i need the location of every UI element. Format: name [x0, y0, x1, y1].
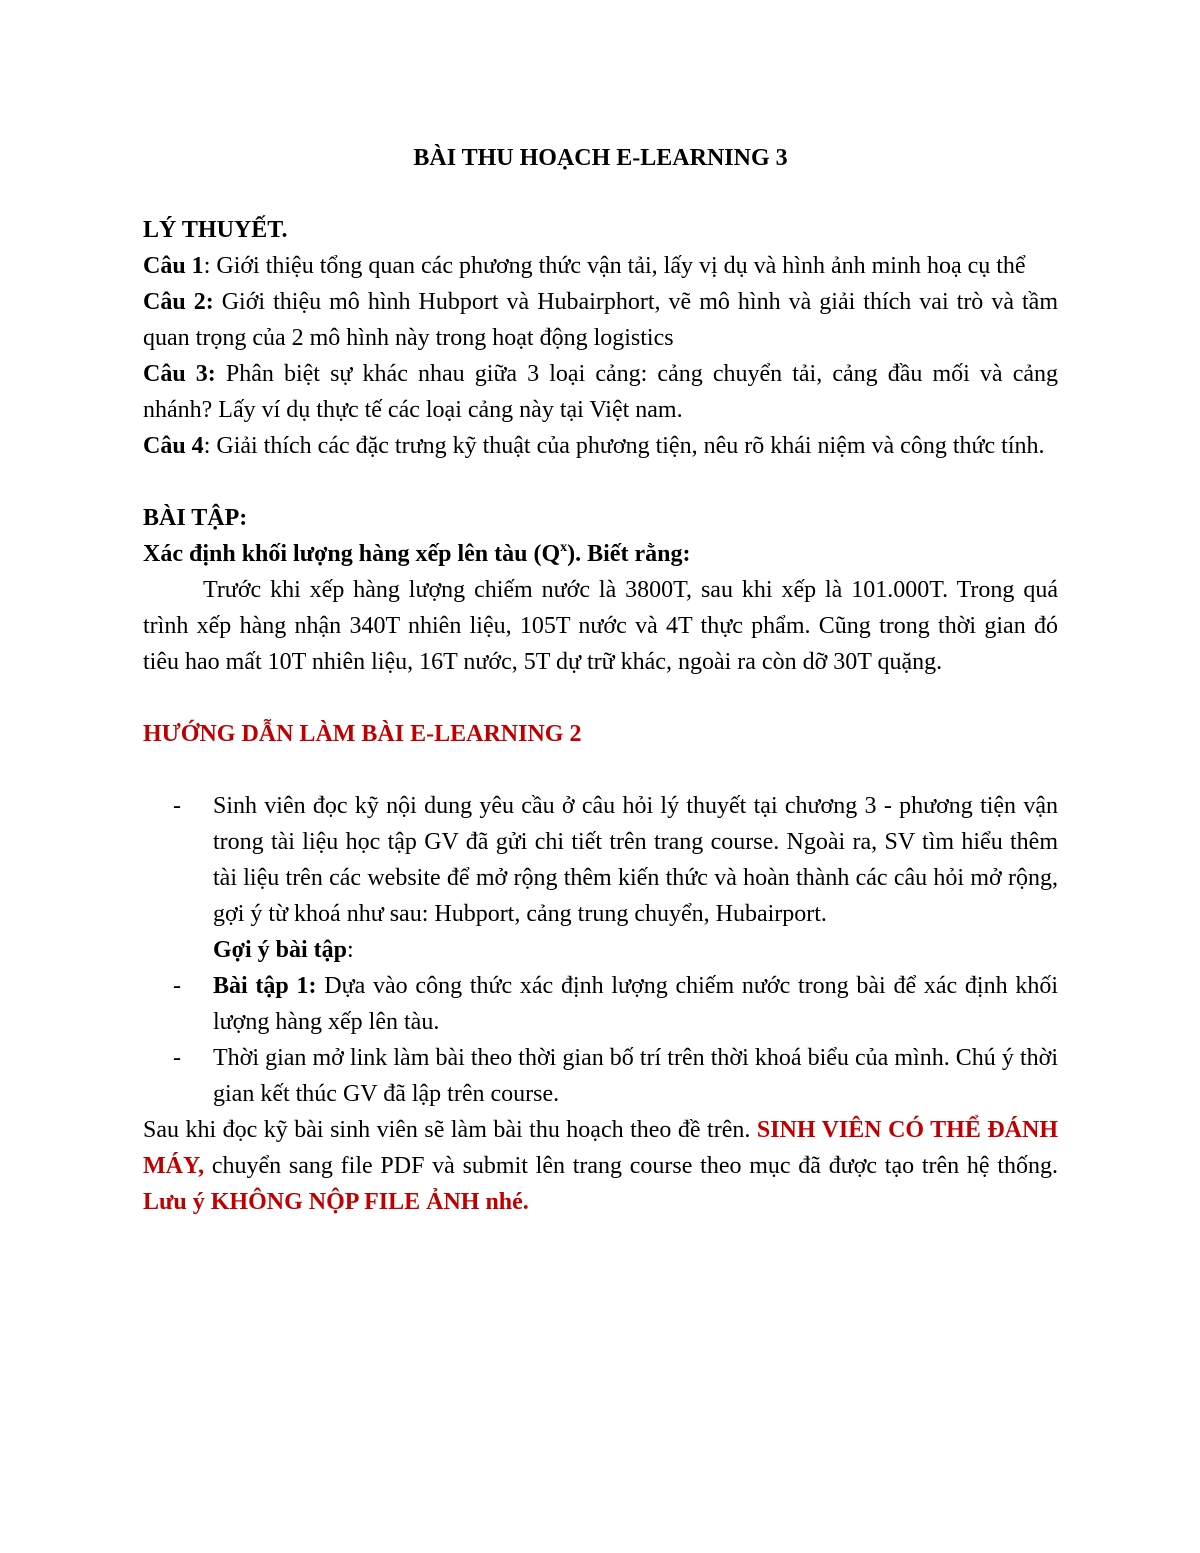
- question-1-sep: :: [203, 253, 211, 279]
- closing-red-1: SINH VIÊN CÓ THỂ ĐÁNH MÁY,: [143, 1117, 1058, 1179]
- closing-paragraph: [143, 1112, 1058, 1220]
- question-1-label: Câu 1: [143, 253, 204, 279]
- hint-colon: :: [346, 937, 354, 963]
- guide-item-1-text: Sinh viên đọc kỹ nội dung yêu cầu ở câu hỏi lý thuyết tại chương 3 - phương tiện vận trong tài liệu học tập GV đã gửi chi tiết trên trang course. Ngoài ra, SV tìm hiểu thêm tài liệu trên các website để mở rộng thêm kiến thức và hoàn thành các câu hỏi mở rộng, gợi ý từ khoá như sau: Hubport, cảng trung chuyển, Hubairport.: [213, 793, 1058, 927]
- question-2-text: Giới thiệu mô hình Hubport và Hubairphort, vẽ mô hình và giải thích vai trò và tầm quan trọng của 2 mô hình này trong hoạt động logistics: [143, 289, 1059, 351]
- guide-item-2-text: Dựa vào công thức xác định lượng chiếm nước trong bài để xác định khối lượng hàng xếp lên tàu.: [213, 973, 1058, 1035]
- exercise-task-sup: x: [560, 540, 568, 555]
- question-4-label: Câu 4: [143, 433, 204, 459]
- guide-item-2: [143, 968, 1058, 1040]
- guide-list-2: [143, 968, 1058, 1112]
- spacer: [143, 752, 1058, 788]
- guide-list: [143, 788, 1058, 932]
- exercise-task-pre: Xác định khối lượng hàng xếp lên tàu (Q: [143, 541, 561, 567]
- guide-item-1: [143, 788, 1058, 932]
- guide-item-3: [143, 1040, 1058, 1112]
- spacer: [143, 680, 1058, 716]
- closing-text-1: Sau khi đọc kỹ bài sinh viên sẽ làm bài thu hoạch theo đề trên.: [143, 1117, 757, 1143]
- question-3: [143, 356, 1058, 428]
- dash-bullet: -: [173, 793, 181, 819]
- document-title: BÀI THU HOẠCH E-LEARNING 3: [413, 145, 788, 171]
- theory-heading: LÝ THUYẾT.: [143, 217, 288, 243]
- question-4: [143, 428, 1058, 464]
- exercise-task-post: ). Biết rằng:: [567, 541, 691, 567]
- question-2: [143, 284, 1058, 356]
- question-1: [143, 248, 1058, 284]
- question-4-text: Giải thích các đặc trưng kỹ thuật của phương tiện, nêu rõ khái niệm và công thức tính.: [210, 433, 1045, 459]
- guide-heading: HƯỚNG DẪN LÀM BÀI E-LEARNING 2: [143, 721, 582, 747]
- question-4-sep: :: [203, 433, 211, 459]
- question-3-label: Câu 3:: [143, 361, 216, 387]
- closing-red-2: Lưu ý KHÔNG NỘP FILE ẢNH nhé.: [143, 1189, 529, 1215]
- spacer: [143, 464, 1058, 500]
- question-2-label: Câu 2:: [143, 289, 214, 315]
- exercise-task: [143, 536, 1058, 572]
- exercise-heading: BÀI TẬP:: [143, 505, 248, 531]
- question-3-text: Phân biệt sự khác nhau giữa 3 loại cảng: cảng chuyển tải, cảng đầu mối và cảng nhánh? Lấy ví dụ thực tế các loại cảng này tại Việt nam.: [143, 361, 1058, 423]
- question-1-text: Giới thiệu tổng quan các phương thức vận tải, lấy vị dụ và hình ảnh minh hoạ cụ thể: [210, 253, 1026, 279]
- exercise-body: Trước khi xếp hàng lượng chiếm nước là 3800T, sau khi xếp là 101.000T. Trong quá trình xếp hàng nhận 340T nhiên liệu, 105T nước và 4T thực phẩm. Cũng trong thời gian đó tiêu hao mất 10T nhiên liệu, 16T nước, 5T dự trữ khác, ngoài ra còn dỡ 30T quặng.: [143, 577, 1058, 675]
- dash-bullet: -: [173, 1045, 181, 1071]
- guide-item-3-text: Thời gian mở link làm bài theo thời gian bố trí trên thời khoá biểu của mình. Chú ý thời gian kết thúc GV đã lập trên course.: [213, 1045, 1058, 1107]
- dash-bullet: -: [173, 973, 181, 999]
- hint-label: Gợi ý bài tập: [213, 937, 347, 963]
- closing-text-2: chuyển sang file PDF và submit lên trang course theo mục đã được tạo trên hệ thống.: [204, 1153, 1058, 1179]
- guide-item-2-label: Bài tập 1:: [213, 973, 317, 999]
- hint-heading: [143, 932, 1058, 968]
